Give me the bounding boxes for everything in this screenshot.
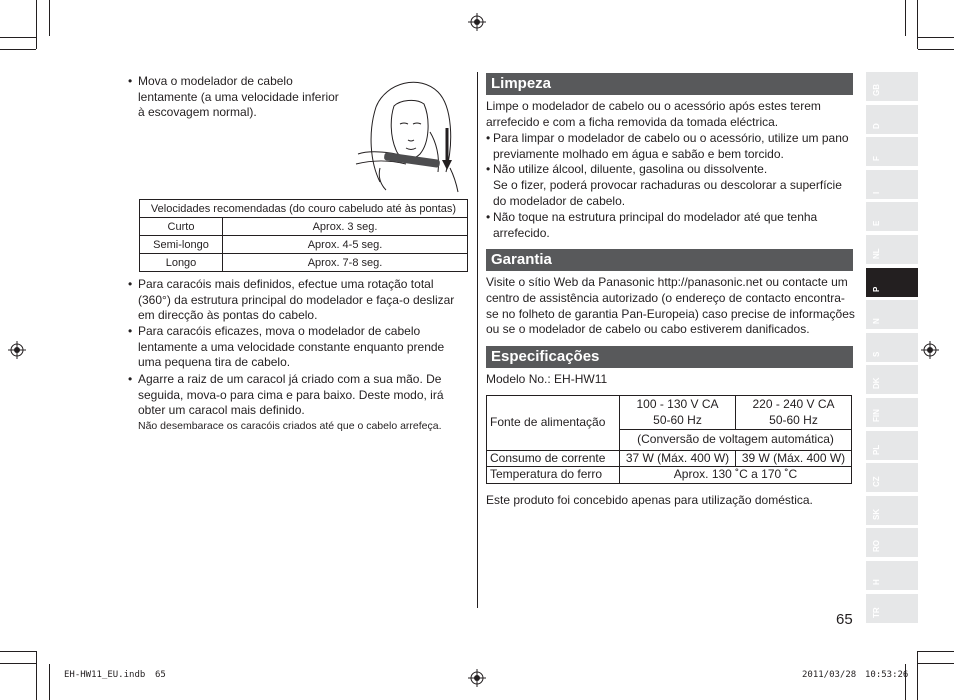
table-row: Fonte de alimentação 100 - 130 V CA 50-60 Hz 220 - 240 V CA 50-60 Hz — [487, 396, 852, 430]
table-row: Curto Aprox. 3 seg. — [140, 218, 468, 236]
garantia-heading: Garantia — [486, 249, 853, 271]
language-tab-fin: FIN — [866, 398, 918, 427]
table-row: Consumo de corrente 37 W (Máx. 400 W) 39 W (Máx. 400 W) — [487, 450, 852, 467]
registration-mark-icon — [921, 341, 939, 359]
language-tab-sk: SK — [866, 496, 918, 525]
limpeza-heading: Limpeza — [486, 73, 853, 95]
note-do-not-untangle: Não desembarace os caracóis criados até que o cabelo arrefeça. — [138, 419, 442, 432]
language-tab-pl: PL — [866, 431, 918, 460]
language-tab-nl: NL — [866, 235, 918, 264]
language-tab-ro: RO — [866, 528, 918, 557]
language-tab-gb: GB — [866, 72, 918, 101]
speeds-table-header: Velocidades recomendadas (do couro cabeludo até às pontas) — [140, 200, 468, 218]
language-tab-tr: TR — [866, 594, 918, 623]
limpeza-intro: Limpe o modelador de cabelo ou o acessório após estes terem arrefecido e com a ficha removida da tomada eléctrica. — [486, 99, 821, 129]
language-tab-n: N — [866, 300, 918, 329]
table-row: Longo Aprox. 7-8 seg. — [140, 254, 468, 272]
bullet-grab-root: • Agarre a raiz de um caracol já criado com a sua mão. De seguida, mova-o para cima e para baixo. Deste modo, irá obter um caracol mais definido. Não desembarace os caracóis criados até que o cabelo arrefeça. — [138, 372, 468, 434]
limpeza-bullet-no-touch: • Não toque na estrutura principal do modelador até que tenha arrefecido. — [486, 210, 818, 240]
table-row: (Conversão de voltagem automática) — [487, 430, 852, 451]
footer-page: 65 — [155, 670, 166, 680]
language-tab-e: E — [866, 202, 918, 231]
recommended-speeds-table — [139, 199, 468, 272]
table-row: Temperatura do ferro Aprox. 130 ˚C a 170 ˚C — [487, 467, 852, 484]
registration-mark-icon — [468, 669, 486, 687]
language-tab-i: I — [866, 170, 918, 199]
registration-mark-icon — [8, 341, 26, 359]
registration-mark-icon — [468, 13, 486, 31]
bullet-effective-curls: • Para caracóis eficazes, mova o modelador de cabelo lentamente a uma velocidade constante enquanto prende uma pequena tira de cabelo. — [128, 324, 445, 369]
language-tab-d: D — [866, 105, 918, 134]
limpeza-bullet-no-alcohol: • Não utilize álcool, diluente, gasolina ou dissolvente. Se o fizer, poderá provocar rachaduras ou descolorar a superfície do modelador de cabelo. — [486, 162, 842, 208]
bullet-move-slowly: • Mova o modelador de cabelo lentamente (a uma velocidade inferior à escovagem normal). — [128, 74, 339, 119]
footer-date: 2011/03/28 — [802, 670, 857, 680]
language-tab-f: F — [866, 137, 918, 166]
garantia-text: Visite o sítio Web da Panasonic http://panasonic.net ou contacte um centro de assistência autorizado (o endereço de contacto encontra- se no folheto de garantia Pan-Europeia) caso precise de informações ou se o modelador de cabelo ou cabo estiverem danificados. — [486, 275, 855, 337]
column-divider — [477, 72, 478, 608]
footer-file: EH-HW11_EU.indb — [64, 670, 146, 680]
specifications-table — [486, 395, 852, 484]
page-number: 65 — [836, 611, 853, 628]
language-tab-cz: CZ — [866, 463, 918, 492]
footer-time: 10:53:26 — [865, 670, 909, 680]
bullet-defined-curls: • Para caracóis mais definidos, efectue uma rotação total (360°) da estrutura principal do modelador e faça-o deslizar em direcção às pontas do cabelo. — [128, 277, 455, 322]
hair-styling-illustration — [350, 72, 468, 194]
especificacoes-heading: Especificações — [486, 346, 853, 368]
language-tab-h: H — [866, 561, 918, 590]
limpeza-bullet-cloth: • Para limpar o modelador de cabelo ou o acessório, utilize um pano previamente molhado em água e sabão e bem torcido. — [486, 131, 849, 161]
table-row: Semi-longo Aprox. 4-5 seg. — [140, 236, 468, 254]
language-tab-s: S — [866, 333, 918, 362]
model-number: Modelo No.: EH-HW11 — [486, 372, 608, 386]
language-tab-p: P — [866, 268, 918, 297]
domestic-use-note: Este produto foi concebido apenas para utilização doméstica. — [486, 493, 813, 507]
language-tab-dk: DK — [866, 365, 918, 394]
